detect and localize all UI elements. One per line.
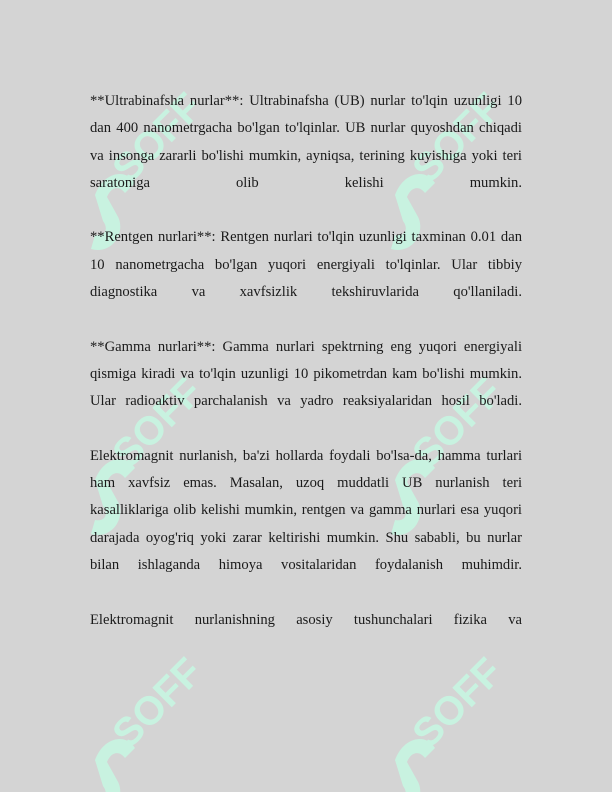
body-text <box>90 88 522 634</box>
watermark-logo-icon <box>91 650 211 792</box>
paragraph-summary: Elektromagnit nurlanishning asosiy tushunchalari fizika va <box>90 611 522 628</box>
paragraph-ultraviolet: **Ultrabinafsha nurlar**: Ultrabinafsha (UB) nurlar to'lqin uzunligi 10 dan 400 nanometrgacha bo'lgan to'lqinlar. UB nurlar quyoshdan chiqadi va insonga zararli bo'lishi mumkin, ayniqsa, terining kuyishiga yoki teri saratoniga olib kelishi mumkin. <box>90 93 522 191</box>
paragraph-gamma: **Gamma nurlari**: Gamma nurlari spektrning eng yuqori energiyali qismiga kiradi va to'lqin uzunligi 10 pikometrdan kam bo'lishi mumkin. Ular radioaktiv parchalanish va yadro reaksiyalaridan hosil bo'ladi. <box>90 338 522 410</box>
paragraph-safety: Elektromagnit nurlanish, ba'zi hollarda foydali bo'lsa-da, hamma turlari ham xavfsiz emas. Masalan, uzoq muddatli UB nurlanish teri kasalliklariga olib kelishi mumkin, rentgen va gamma nurlari esa yuqori darajada oyog'riq yoki zarar keltirishi mumkin. Shu sababli, bu nurlar bilan ishlaganda himoya vositalaridan foydalanish muhimdir. <box>90 447 522 574</box>
watermark-logo-icon <box>391 650 511 792</box>
paragraph-xray: **Rentgen nurlari**: Rentgen nurlari to'lqin uzunligi taxminan 0.01 dan 10 nanometrgacha bo'lgan yuqori energiyali to'lqinlar. Ular tibbiy diagnostika va xavfsizlik tekshiruvlarida qo'llaniladi. <box>90 229 522 301</box>
